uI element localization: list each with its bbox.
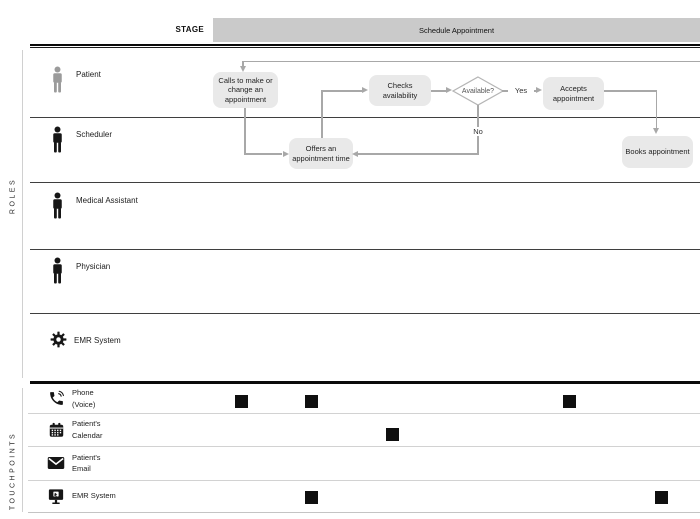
connector-accepts-to-books — [604, 90, 657, 91]
connector-decision-no — [358, 153, 479, 154]
connector-top-loop — [243, 61, 700, 62]
touchpoint-marker-phone — [305, 395, 318, 408]
touchpoint-row-patients-email — [0, 446, 220, 480]
touchpoint-row-phone — [0, 384, 220, 413]
arrowhead-into-decision — [446, 87, 452, 93]
touchpoint-label: Patient's Calendar — [72, 419, 103, 440]
person-icon — [51, 66, 64, 104]
lane-divider — [30, 249, 700, 250]
arrowhead-into-accepts — [536, 87, 542, 93]
arrowhead-into-offers-left — [283, 151, 289, 157]
flow-node-calls: Calls to make or change an appointment — [213, 72, 278, 108]
person-icon — [51, 257, 64, 295]
flow-node-accepts: Accepts appointment — [543, 77, 604, 110]
arrowhead-into-calls — [240, 66, 246, 72]
touchpoint-label: Patient's Email — [72, 452, 101, 473]
person-icon — [51, 192, 64, 230]
touchpoint-marker-patients-calendar — [386, 428, 399, 441]
flow-decision-available — [452, 76, 504, 106]
header-rule-thin — [30, 47, 700, 48]
calendar-icon — [46, 421, 66, 439]
arrowhead-into-offers-right — [352, 151, 358, 157]
touchpoint-marker-phone — [235, 395, 248, 408]
touchpoint-marker-emr-system — [655, 491, 668, 504]
gear-icon — [49, 330, 68, 354]
stage-label: STAGE — [175, 25, 204, 34]
phone-icon — [46, 390, 66, 407]
stage-bar — [213, 18, 700, 42]
touchpoint-marker-phone — [563, 395, 576, 408]
role-label-scheduler: Scheduler — [76, 130, 113, 139]
arrowhead-into-books — [653, 128, 659, 134]
touchpoints-section-label: TOUCHPOINTS — [9, 431, 17, 511]
stage-value: Schedule Appointment — [418, 25, 495, 35]
arrowhead-into-checks — [362, 87, 368, 93]
connector-offers-to-checks — [321, 90, 322, 138]
connector-calls-to-offers — [244, 153, 282, 154]
connector-offers-to-checks — [321, 90, 362, 91]
person-icon — [51, 126, 64, 164]
flow-node-offers-time: Offers an appointment time — [289, 138, 353, 169]
touchpoint-row-patients-calendar — [0, 413, 220, 446]
lane-divider — [30, 182, 700, 183]
edge-label-yes: Yes — [508, 86, 534, 95]
role-label-emr-system: EMR System — [74, 336, 121, 345]
connector-calls-to-offers — [244, 108, 245, 155]
flow-node-books: Books appointment — [622, 136, 693, 168]
connector-accepts-to-books — [656, 90, 657, 128]
touchpoint-label: EMR System — [72, 491, 116, 501]
flow-node-checks-availability: Checks availability — [369, 75, 431, 106]
touchpoint-label: Phone (Voice) — [72, 388, 96, 409]
edge-label-no: No — [468, 127, 488, 136]
header-rule-thick — [30, 44, 700, 47]
touchpoint-marker-emr-system — [305, 491, 318, 504]
roles-side-border — [22, 50, 24, 378]
connector-checks-to-decision — [431, 90, 447, 91]
email-icon — [46, 456, 66, 470]
touchpoint-row-emr-system — [0, 480, 220, 512]
role-label-physician: Physician — [76, 262, 111, 271]
decision-label: Available? — [461, 87, 495, 95]
lane-divider — [30, 117, 700, 118]
monitor-icon — [46, 487, 66, 506]
role-label-medical-assistant: Medical Assistant — [76, 196, 138, 205]
roles-section-label: ROLES — [9, 177, 17, 215]
role-label-patient: Patient — [76, 70, 101, 79]
lane-divider — [30, 313, 700, 314]
